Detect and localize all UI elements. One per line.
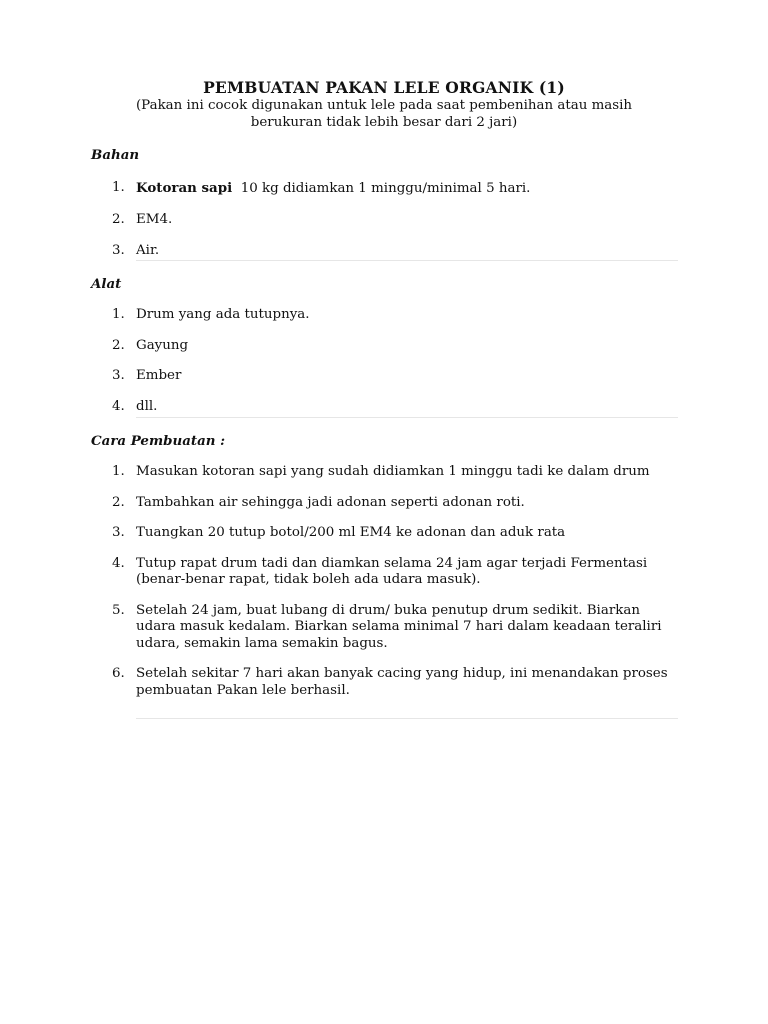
list-item xyxy=(112,556,678,589)
list-number: 3. xyxy=(112,368,125,383)
list-text: Tutup rapat drum tadi dan diamkan selama 24 jam agar terjadi Fermentasi (benar-benar rapat, tidak boleh ada udara masuk). xyxy=(136,555,648,587)
section-heading-alat: Alat xyxy=(91,276,122,292)
list-text: Tuangkan 20 tutup botol/200 ml EM4 ke adonan dan aduk rata xyxy=(136,525,566,540)
section-divider xyxy=(136,260,678,261)
list-number: 1. xyxy=(112,464,125,479)
list-item xyxy=(112,243,678,260)
list-number: 5. xyxy=(112,602,125,618)
list-text: Drum yang ada tutupnya. xyxy=(136,307,310,322)
list-text: Setelah 24 jam, buat lubang di drum/ buka penutup drum sedikit. Biarkan udara masuk kedalam. Biarkan selama minimal 7 hari dalam keadaan teraliri udara, semakin lama semakin bagus. xyxy=(136,602,662,651)
list-number: 1. xyxy=(112,307,125,322)
list-number: 2. xyxy=(112,337,125,353)
section-heading-cara-pembuatan: Cara Pembuatan : xyxy=(91,433,226,449)
list-item xyxy=(112,399,678,416)
list-number: 2. xyxy=(112,494,125,510)
list-text: Air. xyxy=(136,243,160,258)
list-item xyxy=(112,368,678,385)
list-text: Gayung xyxy=(136,337,189,353)
list-text: Masukan kotoran sapi yang sudah didiamkan 1 minggu tadi ke dalam drum xyxy=(136,464,650,479)
alat-list xyxy=(112,307,678,415)
cara-pembuatan-list xyxy=(112,464,678,699)
list-text: EM4. xyxy=(136,212,173,227)
list-item xyxy=(112,666,678,699)
list-item xyxy=(112,603,678,653)
section-divider xyxy=(136,718,678,719)
list-text: 10 kg didiamkan 1 minggu/minimal 5 hari. xyxy=(240,181,531,196)
list-item xyxy=(112,212,678,229)
list-text: dll. xyxy=(136,398,158,414)
document-subtitle: (Pakan ini cocok digunakan untuk lele pada saat pembenihan atau masih berukuran tidak lebih besar dari 2 jari) xyxy=(135,98,633,130)
list-number: 4. xyxy=(112,555,125,571)
list-text: Setelah sekitar 7 hari akan banyak cacing yang hidup, ini menandakan proses pembuatan Pakan lele berhasil. xyxy=(136,666,668,698)
list-number: 2. xyxy=(112,212,125,227)
list-item xyxy=(112,525,678,542)
document-title: PEMBUATAN PAKAN LELE ORGANIK (1) xyxy=(203,78,565,97)
list-number: 3. xyxy=(112,525,125,540)
list-item xyxy=(112,307,678,324)
list-number: 1. xyxy=(112,180,125,195)
bold-term: Kotoran sapi xyxy=(136,180,233,196)
list-item xyxy=(112,464,678,481)
section-divider xyxy=(136,417,678,418)
list-number: 6. xyxy=(112,666,125,681)
bahan-list xyxy=(112,180,678,260)
list-text: Tambahkan air sehingga jadi adonan seperti adonan roti. xyxy=(136,494,525,510)
list-item xyxy=(112,338,678,355)
list-number: 3. xyxy=(112,243,125,258)
list-text: Ember xyxy=(136,368,182,383)
list-item xyxy=(112,495,678,512)
list-item xyxy=(112,180,678,198)
section-heading-bahan: Bahan xyxy=(91,147,140,163)
list-number: 4. xyxy=(112,398,125,414)
